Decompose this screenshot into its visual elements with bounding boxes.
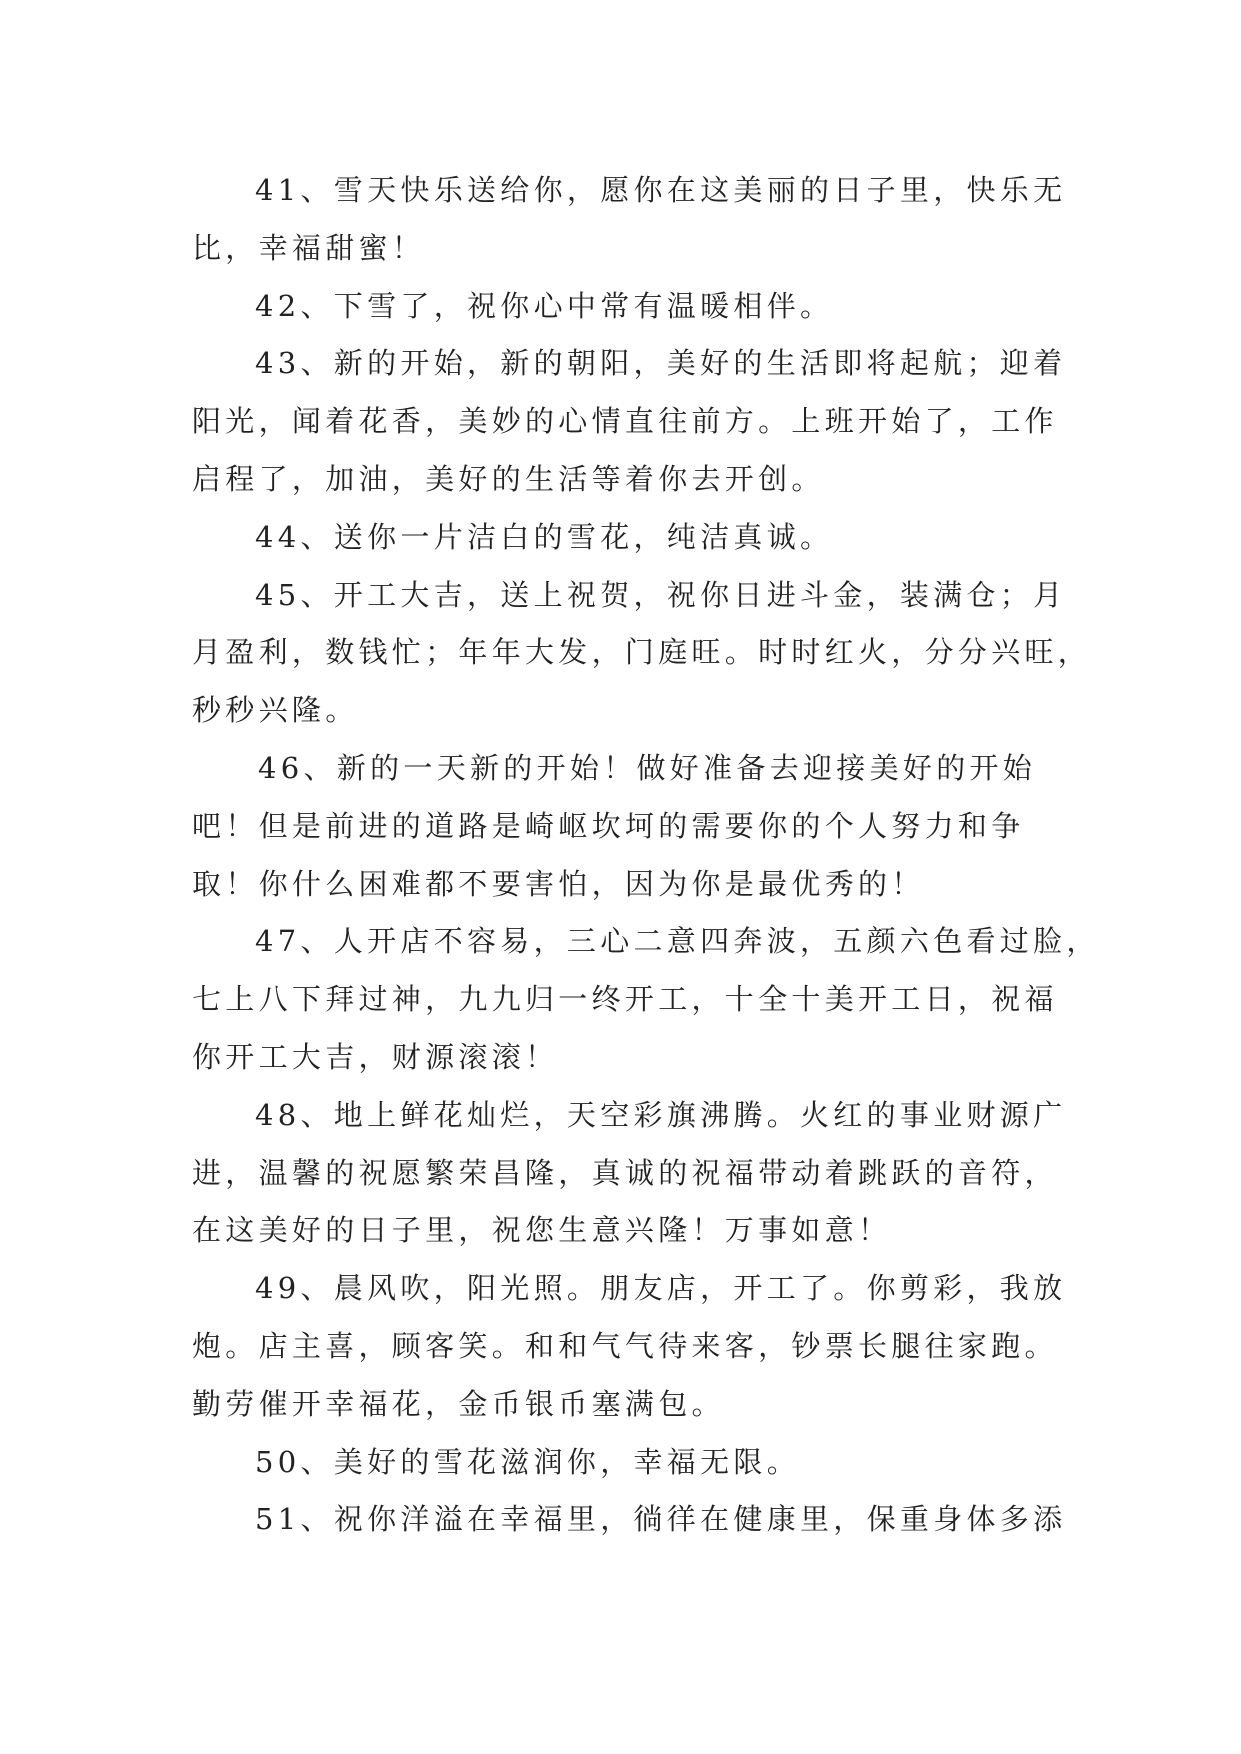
paragraph-49-line-2: 炮。店主喜，顾客笑。和和气气待来客，钞票长腿往家跑。 xyxy=(192,1328,1058,1363)
document-body xyxy=(192,162,1100,1549)
paragraph-41-line-1: 41、雪天快乐送给你，愿你在这美丽的日子里，快乐无 xyxy=(255,173,1067,207)
paragraph-43-line-3: 启程了，加油，美好的生活等着你去开创。 xyxy=(192,461,825,496)
paragraph-48-line-1: 48、地上鲜花灿烂，天空彩旗沸腾。火红的事业财源广 xyxy=(255,1097,1067,1132)
paragraph-43-line-2: 阳光，闻着花香，美妙的心情直往前方。上班开始了，工作 xyxy=(192,404,1058,439)
paragraph-47-line-1: 47、人开店不容易，三心二意四奔波，五颜六色看过脸， xyxy=(255,924,1100,959)
paragraph-47-line-3: 你开工大吉，财源滚滚！ xyxy=(192,1039,559,1074)
paragraph-41-line-2: 比，幸福甜蜜！ xyxy=(192,230,426,265)
paragraph-48-line-3: 在这美好的日子里，祝您生意兴隆！万事如意！ xyxy=(192,1213,892,1248)
paragraph-47-line-2: 七上八下拜过神，九九归一终开工，十全十美开工日，祝福 xyxy=(192,982,1058,1017)
paragraph-45-line-1: 45、开工大吉，送上祝贺，祝你日进斗金，装满仓；月 xyxy=(255,577,1067,612)
paragraph-49-line-1: 49、晨风吹，阳光照。朋友店，开工了。你剪彩，我放 xyxy=(255,1271,1067,1306)
paragraph-46-line-1: 46、新的一天新的开始！做好准备去迎接美好的开始 xyxy=(258,750,1037,785)
paragraph-50-line-1: 50、美好的雪花滋润你，幸福无限。 xyxy=(255,1444,801,1479)
paragraph-51-line-1: 51、祝你洋溢在幸福里，徜徉在健康里，保重身体多添 xyxy=(255,1502,1067,1537)
paragraph-48-line-2: 进，温馨的祝愿繁荣昌隆，真诚的祝福带动着跳跃的音符， xyxy=(192,1155,1058,1190)
paragraph-49-line-3: 勤劳催开幸福花，金币银币塞满包。 xyxy=(192,1386,725,1421)
paragraph-44-line-1: 44、送你一片洁白的雪花，纯洁真诚。 xyxy=(255,519,834,554)
paragraph-43-line-1: 43、新的开始，新的朝阳，美好的生活即将起航；迎着 xyxy=(255,346,1067,381)
paragraph-46-line-2: 吧！但是前进的道路是崎岖坎坷的需要你的个人努力和争 xyxy=(192,808,1025,843)
paragraph-46-line-3: 取！你什么困难都不要害怕，因为你是最优秀的！ xyxy=(192,866,925,901)
paragraph-42-line-1: 42、下雪了，祝你心中常有温暖相伴。 xyxy=(255,288,834,323)
paragraph-45-line-3: 秒秒兴隆。 xyxy=(192,693,359,728)
paragraph-45-line-2: 月盈利，数钱忙；年年大发，门庭旺。时时红火，分分兴旺， xyxy=(192,635,1092,670)
